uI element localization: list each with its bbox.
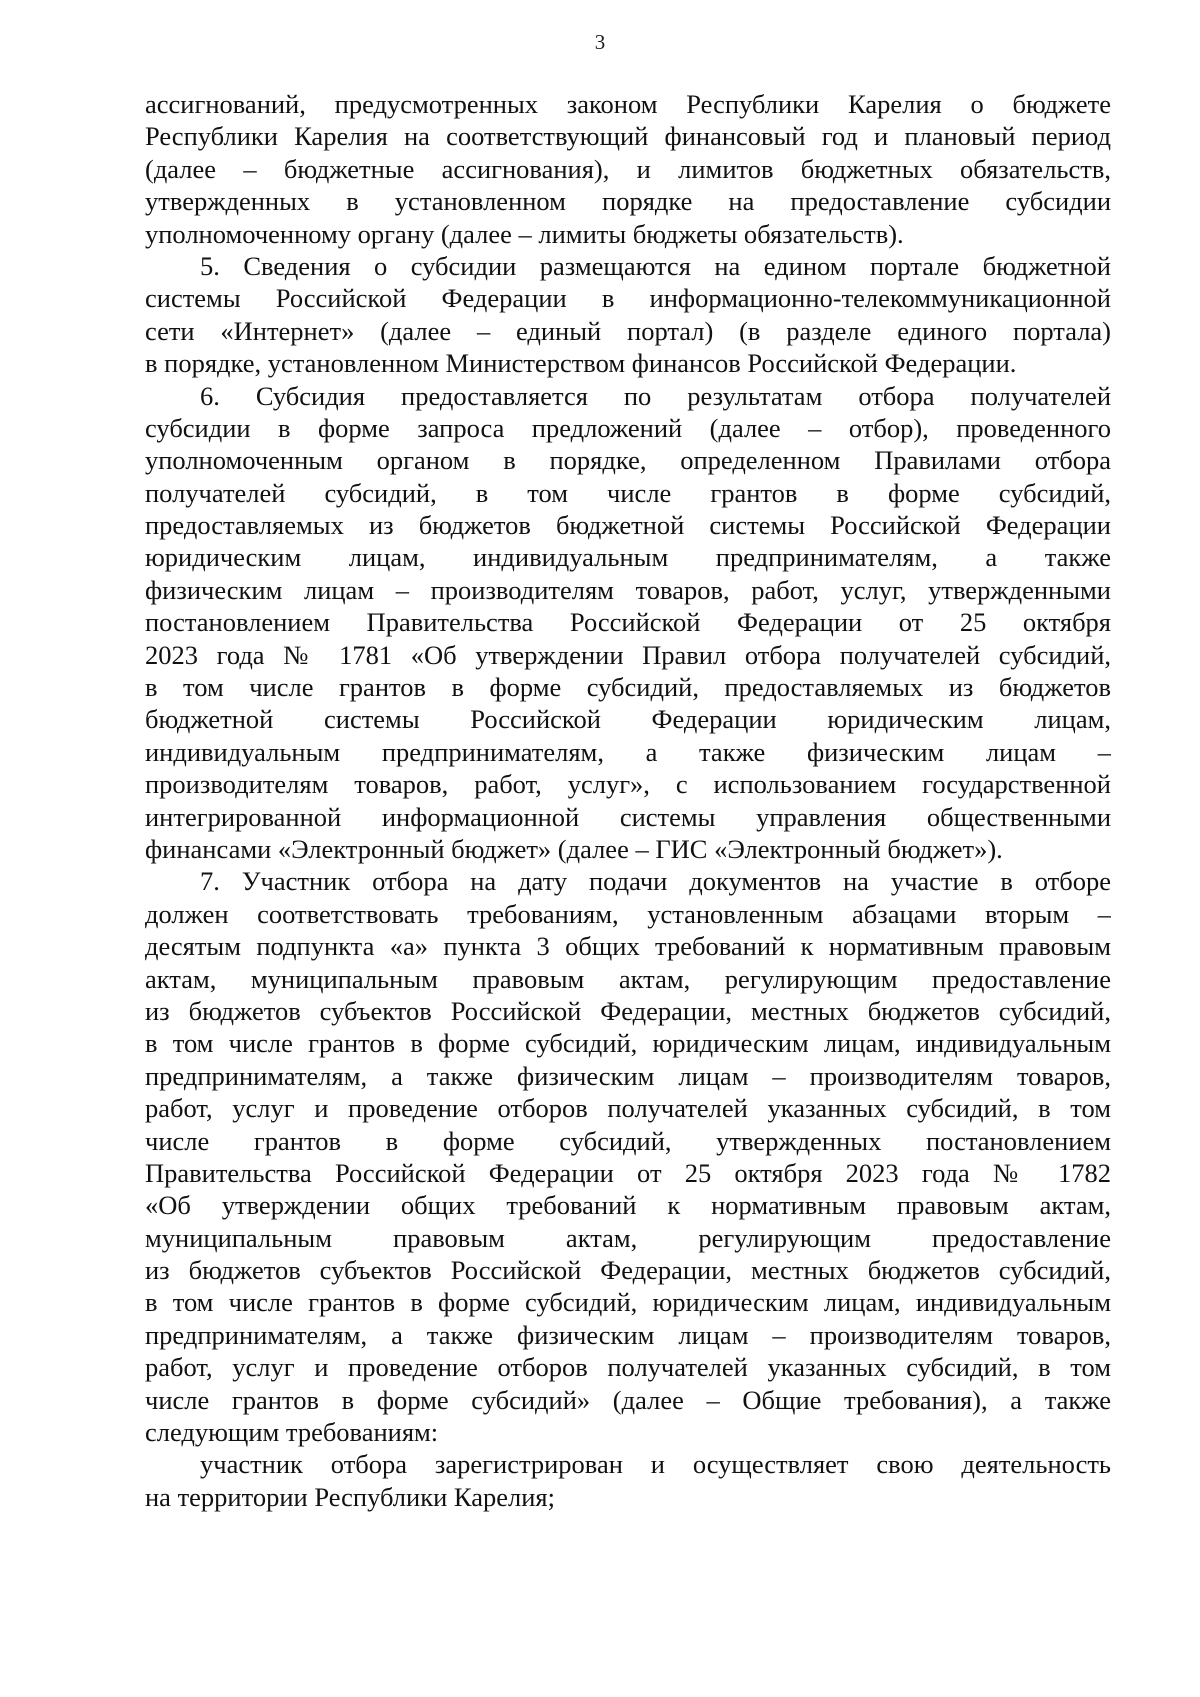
text-line: в том числе грантов в форме субсидий, предоставляемых из бюджетов xyxy=(145,672,1111,703)
text-line: Республики Карелия на соответствующий финансовый год и плановый период xyxy=(145,121,1111,152)
text-line: должен соответствовать требованиям, установленным абзацами вторым – xyxy=(145,898,1111,929)
text-line: в том числе грантов в форме субсидий, юридическим лицам, индивидуальным xyxy=(145,1028,1111,1059)
paragraph-5-first-line: 5. Сведения о субсидии размещаются на едином портале бюджетной xyxy=(200,250,1111,281)
page-number: 3 xyxy=(594,30,606,54)
text-line: в порядке, установленном Министерством финансов Российской Федерации. xyxy=(145,348,1017,379)
text-line: из бюджетов субъектов Российской Федерации, местных бюджетов субсидий, xyxy=(145,995,1111,1026)
paragraph-7-first-line: 7. Участник отбора на дату подачи документов на участие в отборе xyxy=(200,866,1111,897)
text-line: муниципальным правовым актам, регулирующим предоставление xyxy=(145,1222,1111,1253)
text-line: системы Российской Федерации в информационно-телекоммуникационной xyxy=(145,283,1111,314)
text-line: (далее – бюджетные ассигнования), и лимитов бюджетных обязательств, xyxy=(145,153,1111,184)
text-line: на территории Республики Карелия; xyxy=(145,1481,555,1512)
text-line: работ, услуг и проведение отборов получателей указанных субсидий, в том xyxy=(145,1352,1111,1383)
text-line: юридическим лицам, индивидуальным предпринимателям, а также xyxy=(145,542,1111,573)
text-line: финансами «Электронный бюджет» (далее – ГИС «Электронный бюджет»). xyxy=(145,833,1003,864)
text-line: числе грантов в форме субсидий» (далее – Общие требования), а также xyxy=(145,1384,1111,1415)
text-line: 2023 года № 1781 «Об утверждении Правил отбора получателей субсидий, xyxy=(145,639,1111,670)
text-line: Правительства Российской Федерации от 25 октября 2023 года № 1782 xyxy=(145,1157,1111,1188)
text-line: предпринимателям, а также физическим лицам – производителям товаров, xyxy=(145,1060,1111,1091)
text-line: предпринимателям, а также физическим лицам – производителям товаров, xyxy=(145,1319,1111,1350)
text-line: числе грантов в форме субсидий, утвержденных постановлением xyxy=(145,1125,1111,1156)
text-line: получателей субсидий, в том числе грантов в форме субсидий, xyxy=(145,477,1111,508)
text-line: ассигнований, предусмотренных законом Республики Карелия о бюджете xyxy=(145,89,1111,119)
text-line: уполномоченным органом в порядке, определенном Правилами отбора xyxy=(145,445,1111,476)
text-line: интегрированной информационной системы управления общественными xyxy=(145,801,1111,832)
text-line: в том числе грантов в форме субсидий, юридическим лицам, индивидуальным xyxy=(145,1287,1111,1318)
text-line: предоставляемых из бюджетов бюджетной системы Российской Федерации xyxy=(145,510,1111,541)
text-line: физическим лицам – производителям товаров, работ, услуг, утвержденными xyxy=(145,574,1111,605)
text-line: постановлением Правительства Российской Федерации от 25 октября xyxy=(145,607,1111,638)
text-line: следующим требованиям: xyxy=(145,1417,439,1448)
document-body xyxy=(145,88,1111,1513)
text-line: утвержденных в установленном порядке на предоставление субсидии xyxy=(145,186,1111,217)
text-line: «Об утверждении общих требований к нормативным правовым актам, xyxy=(145,1190,1111,1221)
paragraph-6-first-line: 6. Субсидия предоставляется по результатам отбора получателей xyxy=(200,380,1111,411)
text-line: десятым подпункта «а» пункта 3 общих требований к нормативным правовым xyxy=(145,931,1111,962)
text-line: актам, муниципальным правовым актам, регулирующим предоставление xyxy=(145,963,1111,994)
text-line: производителям товаров, работ, услуг», с использованием государственной xyxy=(145,769,1111,800)
text-line: работ, услуг и проведение отборов получателей указанных субсидий, в том xyxy=(145,1093,1111,1124)
text-line: индивидуальным предпринимателям, а также физическим лицам – xyxy=(145,736,1111,767)
text-line: из бюджетов субъектов Российской Федерации, местных бюджетов субсидий, xyxy=(145,1255,1111,1286)
text-line: уполномоченному органу (далее – лимиты бюджеты обязательств). xyxy=(145,218,904,249)
text-line: сети «Интернет» (далее – единый портал) (в разделе единого портала) xyxy=(145,315,1111,346)
text-line: субсидии в форме запроса предложений (далее – отбор), проведенного xyxy=(145,412,1111,443)
text-line: бюджетной системы Российской Федерации юридическим лицам, xyxy=(145,704,1111,735)
requirement-first-line: участник отбора зарегистрирован и осуществляет свою деятельность xyxy=(200,1449,1111,1480)
